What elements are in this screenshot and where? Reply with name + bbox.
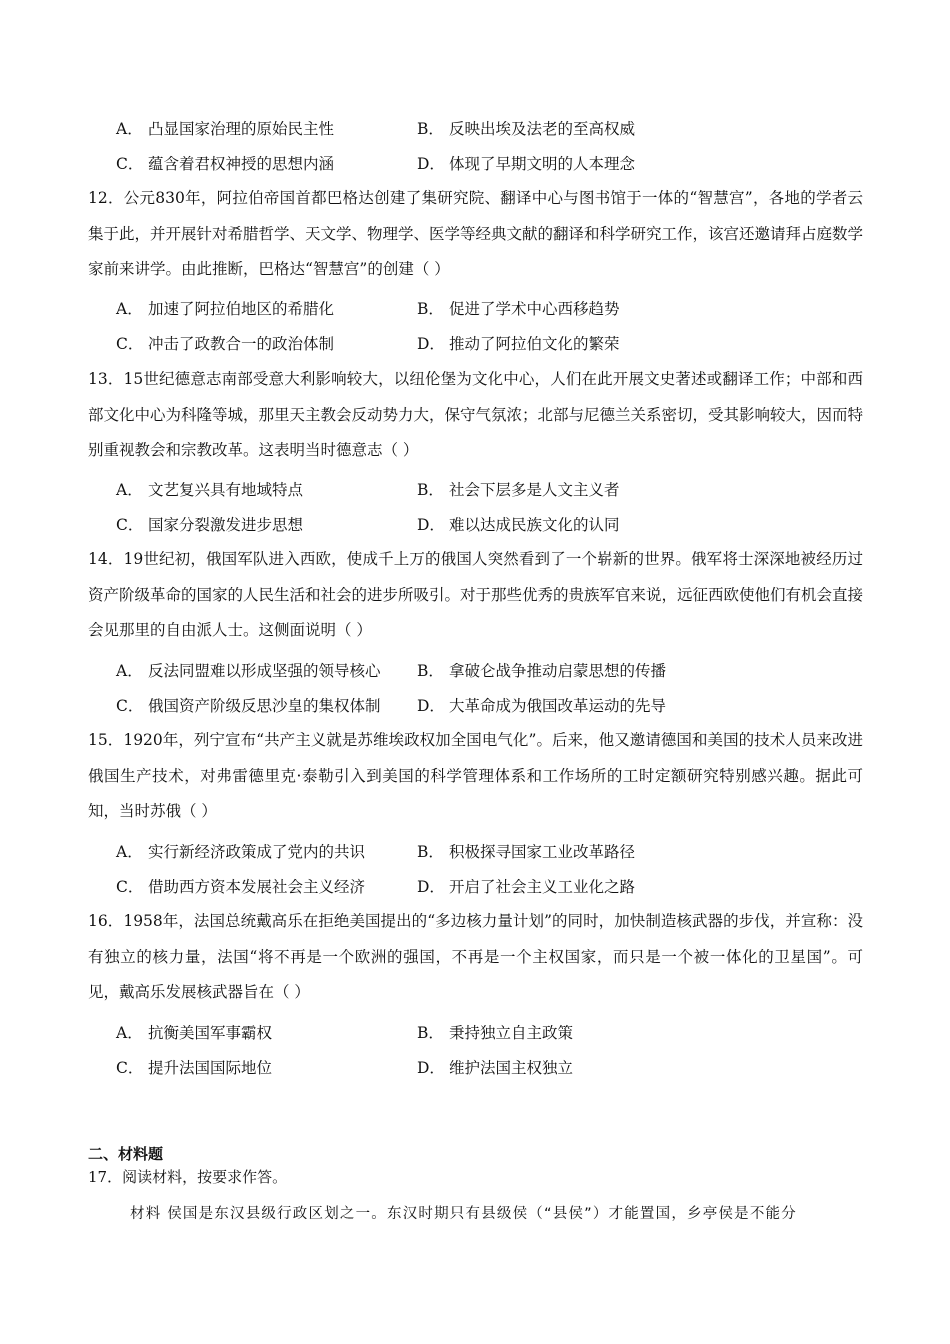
q14-option-d[interactable]: D． 大革命成为俄国改革运动的先导 (417, 697, 667, 715)
q11-option-c[interactable]: C． 蕴含着君权神授的思想内涵 (116, 155, 335, 173)
q11-option-a[interactable]: A． 凸显国家治理的原始民主性 (116, 120, 335, 138)
q13-option-b[interactable]: B． 社会下层多是人文主义者 (417, 481, 620, 499)
q13-option-a[interactable]: A． 文艺复兴具有地域特点 (116, 481, 304, 499)
q11-option-d[interactable]: D． 体现了早期文明的人本理念 (417, 155, 636, 173)
q14-option-a[interactable]: A． 反法同盟难以形成坚强的领导核心 (116, 662, 381, 680)
q15-stem: 15．1920年，列宁宣布“共产主义就是苏维埃政权加全国电气化”。后来，他又邀请德国和美国的技术人员来改进俄国生产技术，对弗雷德里克·泰勒引入到美国的科学管理体系和工作场所的工时定额研究特别感兴趣。据此可知，当时苏俄（ ） (88, 731, 863, 820)
q16-option-a[interactable]: A． 抗衡美国军事霸权 (116, 1024, 273, 1042)
q17-stem: 17．阅读材料，按要求作答。 (88, 1168, 288, 1186)
q13-stem: 13．15世纪德意志南部受意大利影响较大，以纽伦堡为文化中心，人们在此开展文史著述或翻译工作；中部和西部文化中心为科隆等城，那里天主教会反动势力大，保守气氛浓；北部与尼德兰关系密切，受其影响较大，因而特别重视教会和宗教改革。这表明当时德意志（ ） (88, 370, 864, 459)
q12-option-a[interactable]: A． 加速了阿拉伯地区的希腊化 (116, 300, 335, 318)
section-heading: 二、材料题 (88, 1145, 164, 1163)
q15-option-c[interactable]: C． 借助西方资本发展社会主义经济 (116, 878, 366, 896)
q11-option-b[interactable]: B． 反映出埃及法老的至高权威 (417, 120, 636, 138)
q14-stem: 14．19世纪初，俄国军队进入西欧，使成千上万的俄国人突然看到了一个崭新的世界。俄军将士深深地被经历过资产阶级革命的国家的人民生活和社会的进步所吸引。对于那些优秀的贵族军官来说，远征西欧使他们有机会直接会见那里的自由派人士。这侧面说明（ ） (88, 550, 864, 639)
q14-option-c[interactable]: C． 俄国资产阶级反思沙皇的集权体制 (116, 697, 381, 715)
q15-option-d[interactable]: D． 开启了社会主义工业化之路 (417, 878, 636, 896)
q16-stem: 16．1958年，法国总统戴高乐在拒绝美国提出的“多边核力量计划”的同时，加快制造核武器的步伐，并宣称：没有独立的核力量，法国“将不再是一个欧洲的强国，不再是一个主权国家，而只是一个被一体化的卫星国”。可见，戴高乐发展核武器旨在（ ） (88, 912, 863, 1001)
q16-option-b[interactable]: B． 秉持独立自主政策 (417, 1024, 574, 1042)
q15-option-b[interactable]: B． 积极探寻国家工业改革路径 (417, 843, 636, 861)
q12-option-d[interactable]: D． 推动了阿拉伯文化的繁荣 (417, 335, 620, 353)
q13-option-d[interactable]: D． 难以达成民族文化的认同 (417, 516, 620, 534)
q12-option-b[interactable]: B． 促进了学术中心西移趋势 (417, 300, 620, 318)
q12-option-c[interactable]: C． 冲击了政教合一的政治体制 (116, 335, 335, 353)
q14-option-b[interactable]: B． 拿破仑战争推动启蒙思想的传播 (417, 662, 667, 680)
q17-material: 材料 侯国是东汉县级行政区划之一。东汉时期只有县级侯（“县侯”）才能置国，乡亭侯是不能分 (130, 1206, 797, 1222)
q16-option-c[interactable]: C． 提升法国国际地位 (116, 1059, 273, 1077)
q12-stem: 12．公元830年，阿拉伯帝国首都巴格达创建了集研究院、翻译中心与图书馆于一体的“智慧宫”，各地的学者云集于此，并开展针对希腊哲学、天文学、物理学、医学等经典文献的翻译和科学研究工作，该宫还邀请拜占庭数学家前来讲学。由此推断，巴格达“智慧宫”的创建（ ） (88, 189, 864, 278)
q16-option-d[interactable]: D． 维护法国主权独立 (417, 1059, 574, 1077)
q15-option-a[interactable]: A． 实行新经济政策成了党内的共识 (116, 843, 366, 861)
q13-option-c[interactable]: C． 国家分裂激发进步思想 (116, 516, 304, 534)
